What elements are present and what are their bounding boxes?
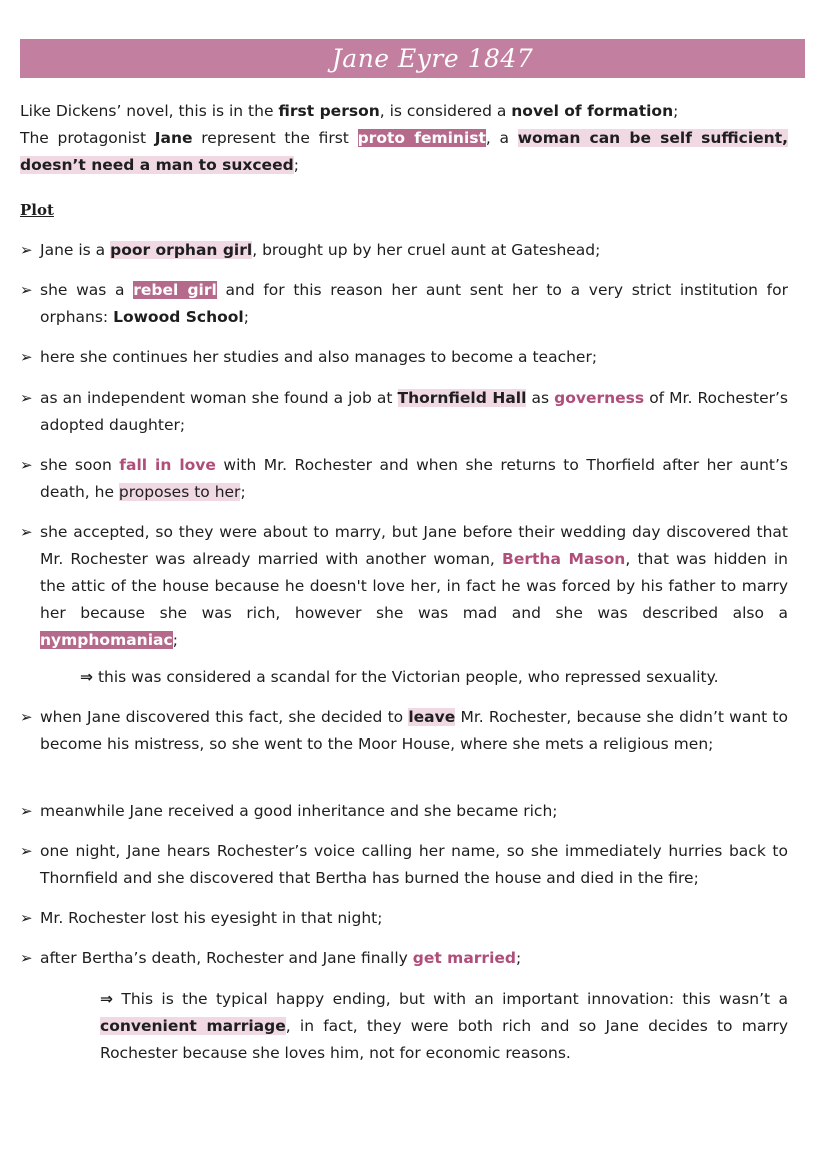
arrow-bullet-icon: ➢ [20,456,33,474]
plot-bullet-10 [20,905,788,932]
bullet-text: after Bertha’s death, Rochester and Jane finally [40,949,413,967]
arrow-bullet-icon: ➢ [20,802,33,820]
term-rebel-girl: rebel girl [133,281,217,299]
plot-heading: Plot [20,201,54,219]
term-fall-in-love: fall in love [119,456,216,474]
bullet-text: ; [516,949,522,967]
bullet-text: one night, Jane hears Rochester’s voice calling her name, so she immediately hurries back to Thornfield and she discovered that Bertha has burned the house and died in the fire; [40,842,788,887]
plot-bullet-3 [20,344,788,371]
plot-bullet-8 [20,798,788,825]
plot-bullet-2 [20,277,788,331]
double-arrow-icon: ⇒ [80,668,93,686]
bullet-text: and for this reason her aunt sent her to a very strict institution for orphans: [40,281,788,326]
bullet-text: when Jane discovered this fact, she decided to [40,708,409,726]
term-jane: Jane [154,129,193,147]
arrow-bullet-icon: ➢ [20,241,33,259]
term-poor-orphan-girl: poor orphan girl [110,241,253,259]
intro-text: The protagonist [20,129,155,147]
intro-text: ; [673,102,679,120]
term-proto-feminist: proto feminist [357,129,486,147]
bullet-text: ; [243,308,249,326]
bullet-text: Mr. Rochester, because she didn’t want to become his mistress, so she went to the Moor House, where she mets a religious men; [40,708,788,753]
bullet-text: meanwhile Jane received a good inheritance and she became rich; [40,802,558,820]
term-leave: leave [408,708,456,726]
term-lowood-school: Lowood School [113,308,244,326]
bullet-text: Jane is a [40,241,111,259]
plot-bullet-5 [20,452,788,506]
intro-line-1 [20,98,788,125]
bullet-text: with Mr. Rochester and when she returns to Thorfield after her aunt’s death, he [40,456,789,501]
arrow-bullet-icon: ➢ [20,949,33,967]
term-self-sufficient: woman can be self sufficient, doesn’t need a man to suxceed [20,129,789,174]
plot-bullet-1 [20,237,788,264]
plot-bullet-9 [20,838,788,892]
note-text: This is the typical happy ending, but with an important innovation: this wasn’t a [121,990,788,1008]
arrow-bullet-icon: ➢ [20,523,33,541]
plot-bullet-7 [20,704,788,758]
term-proposes-to-her: proposes to her [118,483,241,501]
plot-bullet-4 [20,385,788,439]
bullet-text: she accepted, so they were about to marry, but Jane before their wedding day discovered that Mr. Rochester was already married with another woman, [40,523,788,568]
term-thornfield-hall: Thornfield Hall [397,389,527,407]
double-arrow-icon: ⇒ [100,990,113,1008]
bullet-text: , brought up by her cruel aunt at Gateshead; [252,241,601,259]
bullet-text: she soon [40,456,120,474]
term-novel-of-formation: novel of formation [511,102,674,120]
document-title: Jane Eyre 1847 [331,44,534,73]
note-scandal [80,664,788,691]
term-get-married: get married [412,949,516,967]
bullet-text: Mr. Rochester lost his eyesight in that night; [40,909,383,927]
note-text: this was considered a scandal for the Victorian people, who repressed sexuality. [97,668,719,686]
plot-bullet-11 [20,945,788,972]
bullet-text: as [526,389,555,407]
arrow-bullet-icon: ➢ [20,708,33,726]
note-happy-ending [100,986,788,1067]
intro-text: Like Dickens’ novel, this is in the [20,102,279,120]
intro-paragraph [20,98,788,179]
term-first-person: first person [278,102,380,120]
plot-bullet-6 [20,519,788,654]
arrow-bullet-icon: ➢ [20,348,33,366]
intro-text: , a [485,129,518,147]
arrow-bullet-icon: ➢ [20,389,33,407]
bullet-text: here she continues her studies and also manages to become a teacher; [40,348,598,366]
bullet-text: she was a [40,281,134,299]
bullet-text: , that was hidden in the attic of the house because he doesn't love her, in fact he was forced by his father to marry her because she was rich, however she was mad and she was described also a [40,550,788,622]
arrow-bullet-icon: ➢ [20,281,33,299]
term-bertha-mason: Bertha Mason [502,550,626,568]
term-nymphomaniac: nymphomaniac [40,631,173,649]
intro-line-2 [20,125,788,179]
arrow-bullet-icon: ➢ [20,909,33,927]
term-convenient-marriage: convenient marriage [100,1017,286,1035]
intro-text: , is considered a [379,102,512,120]
bullet-text: ; [240,483,246,501]
title-banner [20,39,805,78]
intro-text: represent the first [192,129,358,147]
note-text: , in fact, they were both rich and so Jane decides to marry Rochester because she loves him, not for economic reasons. [100,1017,788,1062]
term-governess: governess [554,389,645,407]
bullet-text: of Mr. Rochester’s adopted daughter; [40,389,788,434]
arrow-bullet-icon: ➢ [20,842,33,860]
intro-text: ; [293,156,299,174]
bullet-text: ; [172,631,178,649]
bullet-text: as an independent woman she found a job at [40,389,398,407]
